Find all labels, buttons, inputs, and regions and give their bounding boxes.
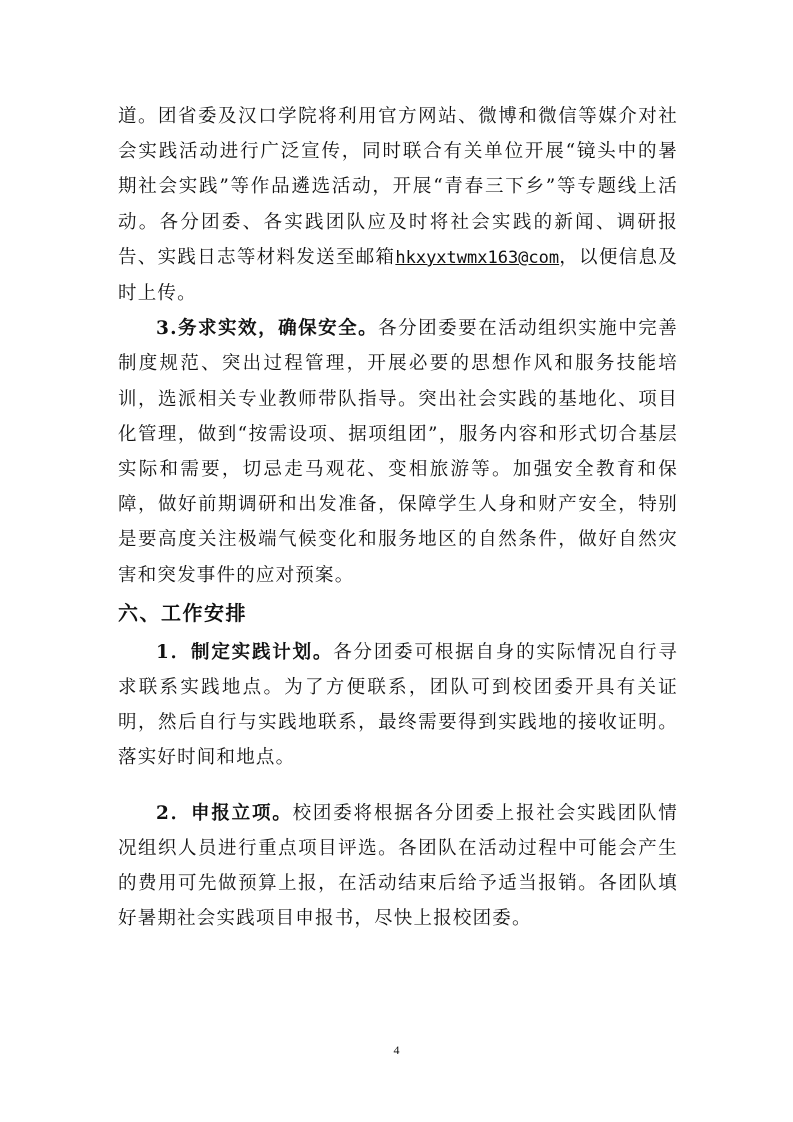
paragraph-apply	[118, 796, 678, 937]
paragraph-text: 道。团省委及汉口学院将利用官方网站、微博和微信等媒介对社会实践活动进行广泛宣传，同时联合有关单位开展“镜头中的暑期社会实践”等作品遴选活动，开展“青春三下乡”等专题线上活动。各分团委、各实践团队应及时将社会实践的新闻、调研报告、实践日志等材料发送至邮箱	[118, 106, 678, 268]
page-number: 4	[393, 1043, 400, 1057]
paragraph-lead: 1．制定实践计划。	[156, 641, 334, 663]
paragraph-text: ，以便信息及时上传。	[118, 246, 678, 305]
paragraph-spacer	[118, 776, 678, 796]
paragraph-plan	[118, 635, 678, 776]
paragraph-text: 校团委将根据各分团委上报社会实践团队情况组织人员进行重点项目评选。各团队在活动过程中可能会产生的费用可先做预算上报，在活动结束后给予适当报销。各团队填好暑期社会实践项目申报书，尽快上报校团委。	[118, 802, 678, 930]
paragraph-text: 各分团委可根据自身的实际情况自行寻求联系实践地点。为了方便联系，团队可到校团委开具有关证明，然后自行与实践地联系，最终需要得到实践地的接收证明。落实好时间和地点。	[118, 641, 678, 769]
paragraph-lead: 3.务求实效，确保安全。	[156, 318, 379, 340]
page-body	[118, 99, 678, 936]
paragraph-safety	[118, 311, 678, 593]
paragraph-lead: 2．申报立项。	[156, 802, 293, 824]
email-address: hkxyxtwmx163@com	[395, 247, 560, 268]
section-heading: 六、工作安排	[118, 600, 247, 625]
paragraph-publicity	[118, 99, 678, 311]
paragraph-text: 各分团委要在活动组织实施中完善制度规范、突出过程管理，开展必要的思想作风和服务技能培训，选派相关专业教师带队指导。突出社会实践的基地化、项目化管理，做到“按需设项、据项组团”，服务内容和形式切合基层实际和需要，切忌走马观花、变相旅游等。加强安全教育和保障，做好前期调研和出发准备，保障学生人身和财产安全，特别是要高度关注极端气候变化和服务地区的自然条件，做好自然灾害和突发事件的应对预案。	[118, 318, 678, 586]
